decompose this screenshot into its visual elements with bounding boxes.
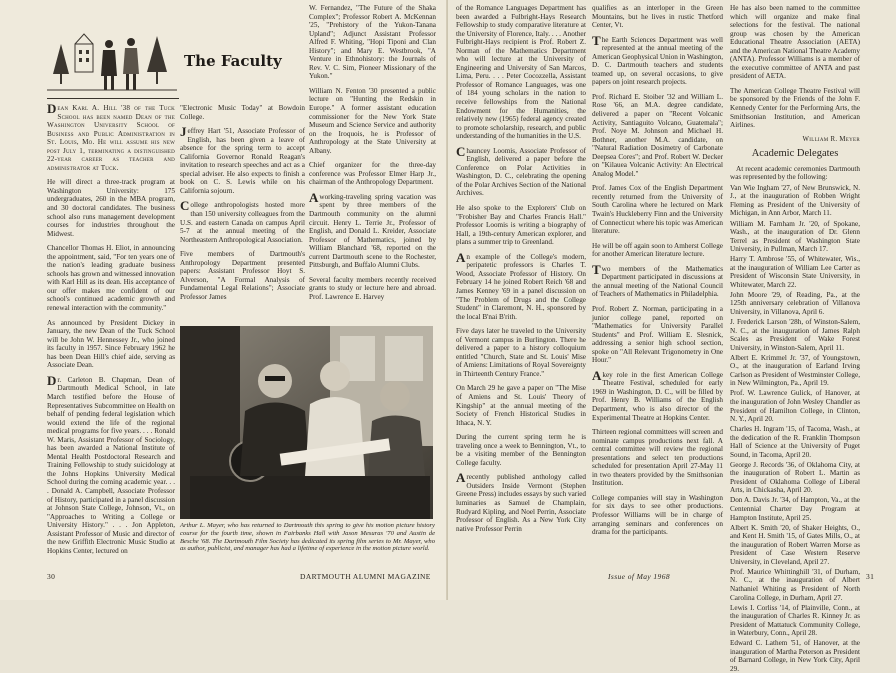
page-title: The Faculty bbox=[184, 52, 282, 70]
photo-arthur-mayer bbox=[180, 326, 433, 519]
delegate-entry: Prof. W. Lawrence Gulick, of Hanover, at the inauguration of John Wesley Chandler as President of Hamilton College, in Clinton, N. Y., April 20. bbox=[730, 389, 860, 424]
article-paragraph: An example of the College's modern, peripatetic professors is Charles T. Wood, Associate Professor of History. On February 14 he joined Robert Reich '68 and James Kenney '69 in a panel discussion on "The Problem of Drugs and the College Student" in Claremont, N. H., sponsored by the local B'nai B'rith. bbox=[456, 249, 586, 321]
article-paragraph: Prof. Robert Z. Norman, participating in a junior college panel, reported on "Mathematics for University Parallel Students" and Prof. William E. Slesnick, addressing a senior high school section, spoke on "All Relevant Trigonometry in One Hour." bbox=[592, 304, 723, 365]
article-paragraph: Dean Karl A. Hill '38 of the Tuck School has been named Dean of the Washington University School of Business and Public Administration in St. Louis, Mo. He will assume his new post July 1, terminating a distinguished 22-year career as teacher and administrator at Tuck. bbox=[47, 101, 175, 172]
delegates-list bbox=[730, 184, 860, 673]
article-paragraph: Jeffrey Hart '51, Associate Professor of English, has been given a leave of absence for the spring term to accept California Governor Ronald Reagan's invitation to research speeches and act as a special adviser. He also expects to finish a book on C. S. Lewis while on his California sojourn. bbox=[180, 124, 305, 195]
article-paragraph: William N. Fenton '30 presented a public lecture on "Hunting the Redskin in Europe." A former assistant education commissioner for the New York State Museum and Science Service and authority on the Iroquois, he is Professor of Anthropology at the State University at Albany. bbox=[309, 86, 436, 155]
article-paragraph: As announced by President Dickey in January, the new Dean of the Tuck School will be John W. Hennessey Jr., who joined its faculty in 1957. Since February 1962 he has been Dean Hill's chief aide, serving as Associate Dean. bbox=[47, 318, 175, 370]
article-paragraph: qualifies as an interloper in the Green Mountains, but he lives in rustic Thetford Center, Vt. bbox=[592, 4, 723, 30]
article-paragraph: Five days later he traveled to the University of Vermont campus in Burlington. There he delivered a paper to a history colloquium entitled "Church, State and St. Louis' Mise of Amiens: Limitations of Royal Sovereignty in Thirteenth Century France." bbox=[456, 327, 586, 378]
article-paragraph: During the current spring term he is traveling once a week to Bennington, Vt., to be a visiting member of the Bennington College faculty. bbox=[456, 433, 586, 467]
delegate-entry: Prof. Maurice Whittinghill '31, of Durham, N. C., at the inauguration of Albert Nathaniel Whiting as President of North Carolina College, in Durham, April 27. bbox=[730, 567, 860, 602]
delegate-entry: Edward C. Lathem '51, of Hanover, at the inauguration of Martha Peterson as President of Barnard College, in New York City, April 29. bbox=[730, 639, 860, 673]
article-paragraph: Thirteen regional committees will screen and nominate campus productions next fall. A central committee will review the regional presentations and select ten productions scheduled for presentation April 27-May 11 in two theaters provided by the Smithsonian Institution. bbox=[592, 428, 723, 488]
article-paragraph: Prof. Richard E. Stoiber '32 and William L. Rose '66, an M.A. degree candidate, delivered a paper on "Recent Volcanic Activity, Santiaguito Volcano, Guatemala"; Prof. Noye M. Johnson and Michael H. Bothner, another M.A. candidate, on "Natural Radiation Dosimetry of Carbonate Deepsea Cores"; and Prof. Robert W. Decker on "Kilauea Volcanic Activity: An Electrical Analog Model." bbox=[592, 92, 723, 178]
author-signature: William R. Meyer bbox=[802, 135, 860, 143]
section-heading: Academic Delegates bbox=[751, 148, 839, 160]
article-paragraph: Chauncey Loomis, Associate Professor of English, delivered a paper before the Conference on Polar Activities in Washington, D. C., celebrating the opening of the Polar Archives Section of the National Archives. bbox=[456, 143, 586, 198]
left-column-1 bbox=[47, 101, 175, 566]
delegate-entry: Lewis I. Corliss '14, of Plainville, Conn., at the inauguration of Charles R. Kinney Jr. as President of Mattatuck Community College, in Waterbury, Conn., April 28. bbox=[730, 603, 860, 638]
left-page bbox=[0, 0, 448, 600]
title-rule bbox=[47, 98, 179, 99]
page-number-left: 30 bbox=[47, 572, 56, 581]
article-paragraph: Two members of the Mathematics Department participated in discussions at the annual meeting of the National Council of Teachers of Mathematics in Philadelphia. bbox=[592, 261, 723, 299]
left-column-3 bbox=[309, 4, 436, 316]
article-paragraph: Dr. Carleton B. Chapman, Dean of Dartmouth Medical School, in late March testified before the House of Representatives Subcommittee on Health on behalf of pending federal legislation which would extend the life of the regional medical programs for five years. . . . Ronald W. Maris, Assistant Professor of Sociology, has been awarded a National Institute of Mental Health Postdoctoral Research and Training Fellowship to study suicidology at the Johns Hopkins University Medical School during the coming academic year. . . . Donald A. Campbell, Associate Professor of History, participated in a panel discussion at Johnson State College, Johnson, Vt., on "Approaches to Writing a College or University History." . . . Jon Appleton, Assistant Professor of Music and director of the new Griffith Electronic Music Studio at Hopkins Center, lectured on bbox=[47, 372, 175, 555]
article-paragraph: He will direct a three-track program at Washington University: 175 undergraduates, 260 in the MBA program, and 30 doctoral candidates. The business school also runs management development courses for industries throughout the Midwest. bbox=[47, 178, 175, 238]
issue-label: Issue of May 1968 bbox=[608, 572, 670, 581]
article-paragraph: College anthropologists hosted more than 150 university colleagues from the U.S. and eastern Canada on campus April 5-7 at the annual meeting of the Northeastern Anthropological Association. bbox=[180, 198, 305, 244]
right-page bbox=[448, 0, 896, 673]
article-paragraph: "Electronic Music Today" at Bowdoin College. bbox=[180, 104, 305, 121]
page-number-right: 31 bbox=[866, 572, 875, 581]
photo-caption: Arthur L. Mayer, who has returned to Dartmouth this spring to give his motion picture history course for the fourth time, shown in Fairbanks Hall with Jason Mesuras '70 and Austin de Besche '68. The Dartmouth Film Society has dedicated its spring film series to Mr. Mayer, who as author, publicist, and manager has had a lifetime of experience in the motion picture world. bbox=[180, 522, 435, 553]
article-paragraph: Chancellor Thomas H. Eliot, in announcing the appointment, said, "For ten years one of the nation's leading graduate business schools has grown and witnessed innovation with Karl Hill as its dean. His acceptance of our offer makes me confident of our school's continued academic growth and renewal interaction with the community." bbox=[47, 244, 175, 313]
article-paragraph: College companies will stay in Washington for six days to see other productions. Professor Williams will be in charge of arranging seminars and conferences on drama for the participants. bbox=[592, 493, 723, 537]
article-paragraph: He has also been named to the committee which will organize and make final selections for the festival. The national group was chosen by the American Educational Theatre Association (AETA) and the American National Theatre Academy (ANTA). Professor Williams is a member of the executive committee of ANTA and past president of AETA. bbox=[730, 4, 860, 81]
article-paragraph: He also spoke to the Explorers' Club on "Frobisher Bay and Charles Francis Hall." Professor Loomis is writing a biography of Hall, a 19th-century American explorer, and plans a summer trip to Greenland. bbox=[456, 204, 586, 247]
delegate-entry: William M. Farnham Jr. '20, of Spokane, Wash., at the inauguration of Dr. Glenn Terrel as President of Washington State University, in Pullman, March 17. bbox=[730, 219, 860, 254]
article-paragraph: He will be off again soon to Amherst College for another American literature lecture. bbox=[592, 241, 723, 259]
right-column-1 bbox=[456, 4, 586, 566]
delegate-entry: Harry T. Ambrose '55, of Whitewater, Wis., at the inauguration of William Lee Carter as President of Wisconsin State University, in Whitewater, March 22. bbox=[730, 255, 860, 289]
right-column-2 bbox=[592, 4, 723, 566]
delegate-entry: Van Wie Ingham '27, of New Brunswick, N. J., at the inauguration of Robben Wright Fleming as President of the University of Michigan, in Ann Arbor, March 11. bbox=[730, 183, 860, 218]
article-paragraph: On March 29 he gave a paper on "The Mise of Amiens and St. Louis' Theory of Kingship" at the annual meeting of the Society of French Historical Studies in Ithaca, N. Y. bbox=[456, 384, 586, 427]
article-paragraph: A key role in the first American College Theatre Festival, scheduled for early 1969 in Washington, D. C., will be filled by Prof. Henry B. Williams of the English Department, who is also director of the Experimental Theatre at Hopkins Center. bbox=[592, 367, 723, 422]
article-paragraph: Chief organizer for the three-day conference was Professor Elmer Harp Jr., chairman of the Anthropology Department. bbox=[309, 161, 436, 187]
magazine-name: DARTMOUTH ALUMNI MAGAZINE bbox=[300, 572, 431, 581]
left-column-2 bbox=[180, 104, 305, 316]
article-paragraph: W. Fernandez, "The Future of the Shaka Complex"; Professor Robert A. McKennan '25, "Prehistory of the Yukon-Tanana Upland"; Adjunct Assistant Professor Alfred F. Whiting, "Hopi Tiponi and Clan History"; and Mary E. Westbrook, "A Venture in Ethnohistory: the Journals of Rev. V. C. Sim, Pioneer Missionary of the Yukon." bbox=[309, 4, 436, 81]
delegates-intro: At recent academic ceremonies Dartmouth was represented by the following: bbox=[730, 164, 860, 182]
delegate-entry: Don A. Davis Jr. '34, of Hampton, Va., at the Centennial Charter Day Program at Hampton Institute, April 25. bbox=[730, 496, 860, 522]
article-paragraph: Prof. James Cox of the English Department recently returned from the University of South Carolina where he lectured on Mark Twain's Huckleberry Finn and the University of Connecticut where his topic was American literature. bbox=[592, 184, 723, 236]
delegate-entry: Charles H. Ingram '15, of Tacoma, Wash., at the dedication of the R. Franklin Thompson Hall of Science at the University of Puget Sound, in Tacoma, April 20. bbox=[730, 425, 860, 459]
article-paragraph: A working-traveling spring vacation was spent by three members of the Dartmouth community on the alumni circuit. Henry L. Terrie Jr., Professor of English, and Donald L. Kreider, Associate Professor of Mathematics, joined by William Blanchard '68, reported on the current Dartmouth scene to the Rochester, Pittsburgh, and Buffalo Alumni Clubs. bbox=[309, 189, 436, 270]
article-paragraph: The American College Theatre Festival will be sponsored by the Friends of the John F. Kennedy Center for the Performing Arts, the Smithsonian Institution, and American Airlines. bbox=[730, 86, 860, 130]
article-paragraph: Five members of Dartmouth's Anthropology Department presented papers: Assistant Professor Hoyt S. Alverson, "A Formal Analysis of Fundamental Legal Relations"; Associate Professor James bbox=[180, 250, 305, 301]
article-paragraph: A recently published anthology called Outsiders Inside Vermont (Stephen Greene Press) includes essays by such varied luminaries as Samuel de Champlain, Rudyard Kipling, and Noel Perrin, Associate Professor of English. As a New York City native Professor Perrin bbox=[456, 470, 586, 533]
faculty-illustration bbox=[47, 14, 177, 96]
article-paragraph: Several faculty members recently received grants to study or lecture here and abroad. Prof. Lawrence E. Harvey bbox=[309, 275, 436, 301]
delegate-entry: Albert E. Krimmel Jr. '37, of Youngstown, O., at the inauguration of Earland Irving Carlson as President of Westminster College, in New Wilmington, Pa., April 19. bbox=[730, 353, 860, 388]
delegate-entry: J. Frederick Larson '28h, of Winston-Salem, N. C., at the inauguration of James Ralph Scales as President of Wake Forest University, in Winston-Salem, April 11. bbox=[730, 318, 860, 352]
delegate-entry: John Moore '29, of Reading, Pa., at the 125th anniversary celebration of Villanova University, in Villanova, April 6. bbox=[730, 290, 860, 316]
article-paragraph: of the Romance Languages Department has been awarded a Fulbright-Hays Research Fellowship to study comparative literature at the University of Florence, Italy. . . . Another Fulbright-Hays recipient is Prof. Robert Z. Norman of the Mathematics Department who will lecture at the University of Engineering and University of San Marcos, Lima, Peru. . . . Peter Cocozzella, Assistant Professor of Romance Languages, was one of 184 young scholars in the nation to receive fellowships from the National Endowment for the Humanities, the relatively new (1965) federal agency created to promote scholarship, research, and public understanding of the humanities in the U.S. bbox=[456, 4, 586, 141]
delegate-entry: Albert K. Smith '20, of Shaker Heights, O., and Kent H. Smith '15, of Gates Mills, O., at the inauguration of Robert Warren Morse as President of Case Western Reserve University, in Cleveland, April 27. bbox=[730, 523, 860, 566]
right-column-3 bbox=[730, 4, 860, 673]
delegate-entry: George J. Records '36, of Oklahoma City, at the inauguration of Robert L. Martin as President of Oklahoma College of Liberal Arts, in Chickasha, April 20. bbox=[730, 460, 860, 495]
article-paragraph: The Earth Sciences Department was well represented at the annual meeting of the American Geophysical Union in Washington, D. C. Dartmouth teachers and students teamed up, on several occasions, to give papers on joint research projects. bbox=[592, 32, 723, 87]
